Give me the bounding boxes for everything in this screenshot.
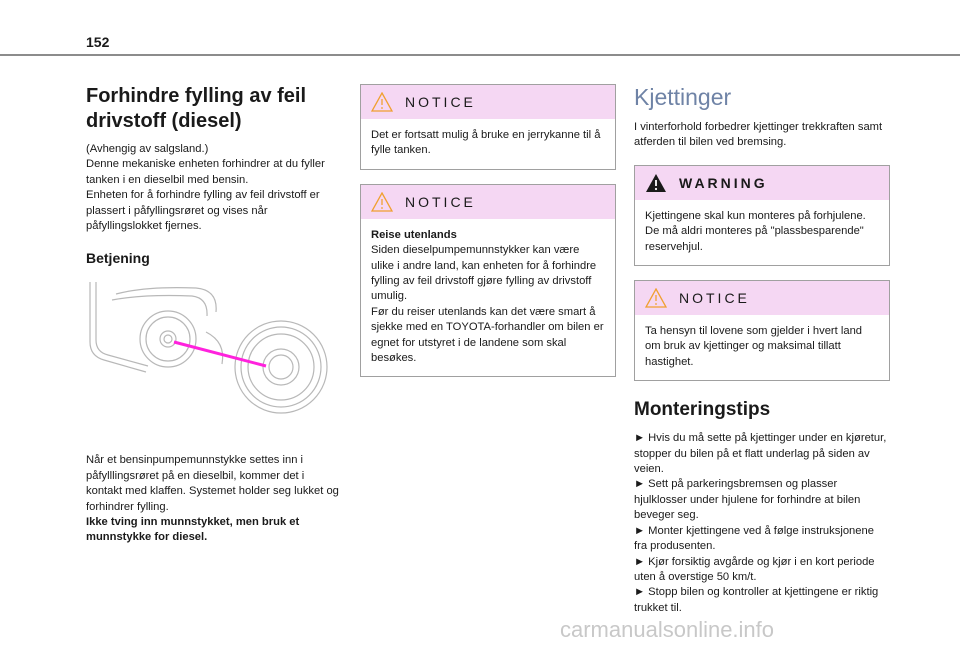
list-item: ► Kjør forsiktig avgårde og kjør i en kort periode uten å overstige 50 km/t.	[634, 555, 875, 583]
list-item: ► Hvis du må sette på kjettinger under en kjøretur, stopper du bilen på et flatt underlag på siden av veien.	[634, 432, 887, 476]
body-emphasis: Ikke tving inn munnstykket, men bruk et munnstykke for diesel.	[86, 516, 300, 544]
notice-body: Ta hensyn til lovene som gjelder i hvert land om bruk av kjettinger og maksimal tillatt hastighet.	[645, 325, 863, 368]
notice-body: Det er fortsatt mulig å bruke en jerrykanne til å fylle tanken.	[371, 129, 601, 157]
notice-header	[635, 281, 889, 315]
tips-list	[634, 431, 890, 616]
notice-body	[361, 219, 615, 377]
header-rule	[0, 54, 960, 56]
notice-header	[361, 185, 615, 219]
column-snow-chains	[634, 84, 890, 616]
notice-text: Siden dieselpumpemunnstykker kan være ulike i andre land, kan enheten for å forhindre fylling av feil drivstoff gjøre fylling av drivstoff umulig.	[371, 244, 597, 303]
warning-triangle-icon	[371, 192, 393, 212]
warning-label: WARNING	[679, 174, 768, 191]
notice-label: NOTICE	[679, 290, 750, 307]
warning-triangle-icon	[645, 288, 667, 308]
notice-box	[360, 84, 616, 170]
intro-text: I vinterforhold forbedrer kjettinger trekkraften samt atferden til bilen ved bremsing.	[634, 121, 883, 149]
notice-label: NOTICE	[405, 193, 476, 210]
list-item: ► Sett på parkeringsbremsen og plasser hjulklosser under hjulene for forhindre at bilen beveger seg.	[634, 478, 861, 522]
warning-body: Kjettingene skal kun monteres på forhjulene. De må aldri monteres på "plassbesparende" reservehjul.	[645, 209, 866, 253]
page-number: 152	[86, 34, 110, 50]
intro-line: (Avhengig av salgsland.)	[86, 143, 209, 155]
notice-box	[634, 280, 890, 381]
body-line: Når et bensinpumpemunnstykke settes inn i påfylllingsrøret på en dieselbil, kommer det i kontakt med klaffen. Systemet holder seg lukket og forhindrer fylling.	[86, 454, 339, 513]
notice-box	[360, 184, 616, 378]
subsection-title: Monteringstips	[634, 399, 771, 421]
warning-triangle-icon	[645, 173, 667, 193]
subsection-title: Betjening	[86, 250, 150, 267]
section-title: Forhindre fylling av feil drivstoff (diesel)	[86, 85, 307, 132]
warning-box	[634, 165, 890, 266]
body-text	[86, 453, 342, 545]
section-title: Kjettinger	[634, 84, 732, 110]
intro-text	[86, 142, 342, 234]
column-fuel-misfuel	[86, 84, 342, 546]
notice-text: Før du reiser utenlands kan det være smart å sjekke med en TOYOTA-forhandler om bilen er egnet for utstyret i de landene som skal besøkes.	[371, 305, 604, 365]
column-notices	[360, 84, 616, 391]
warning-header	[635, 166, 889, 200]
intro-line: Denne mekaniske enheten forhindrer at du fyller tanken i en dieselbil med bensin.	[86, 158, 325, 186]
intro-line: Enheten for å forhindre fylling av feil drivstoff er plassert i påfyllingsrøret og vises når påfyllingslokket fjernes.	[86, 189, 320, 233]
notice-label: NOTICE	[405, 94, 476, 110]
list-item: ► Monter kjettingene ved å følge instruksjonene fra produsenten.	[634, 524, 874, 553]
watermark: carmanualsonline.info	[560, 617, 775, 642]
list-item: ► Stopp bilen og kontroller at kjettingene er riktig trukket til.	[634, 586, 879, 614]
warning-triangle-icon	[371, 92, 393, 112]
notice-header	[361, 85, 615, 119]
fuel-filler-illustration	[86, 282, 342, 432]
notice-title: Reise utenlands	[371, 228, 457, 241]
